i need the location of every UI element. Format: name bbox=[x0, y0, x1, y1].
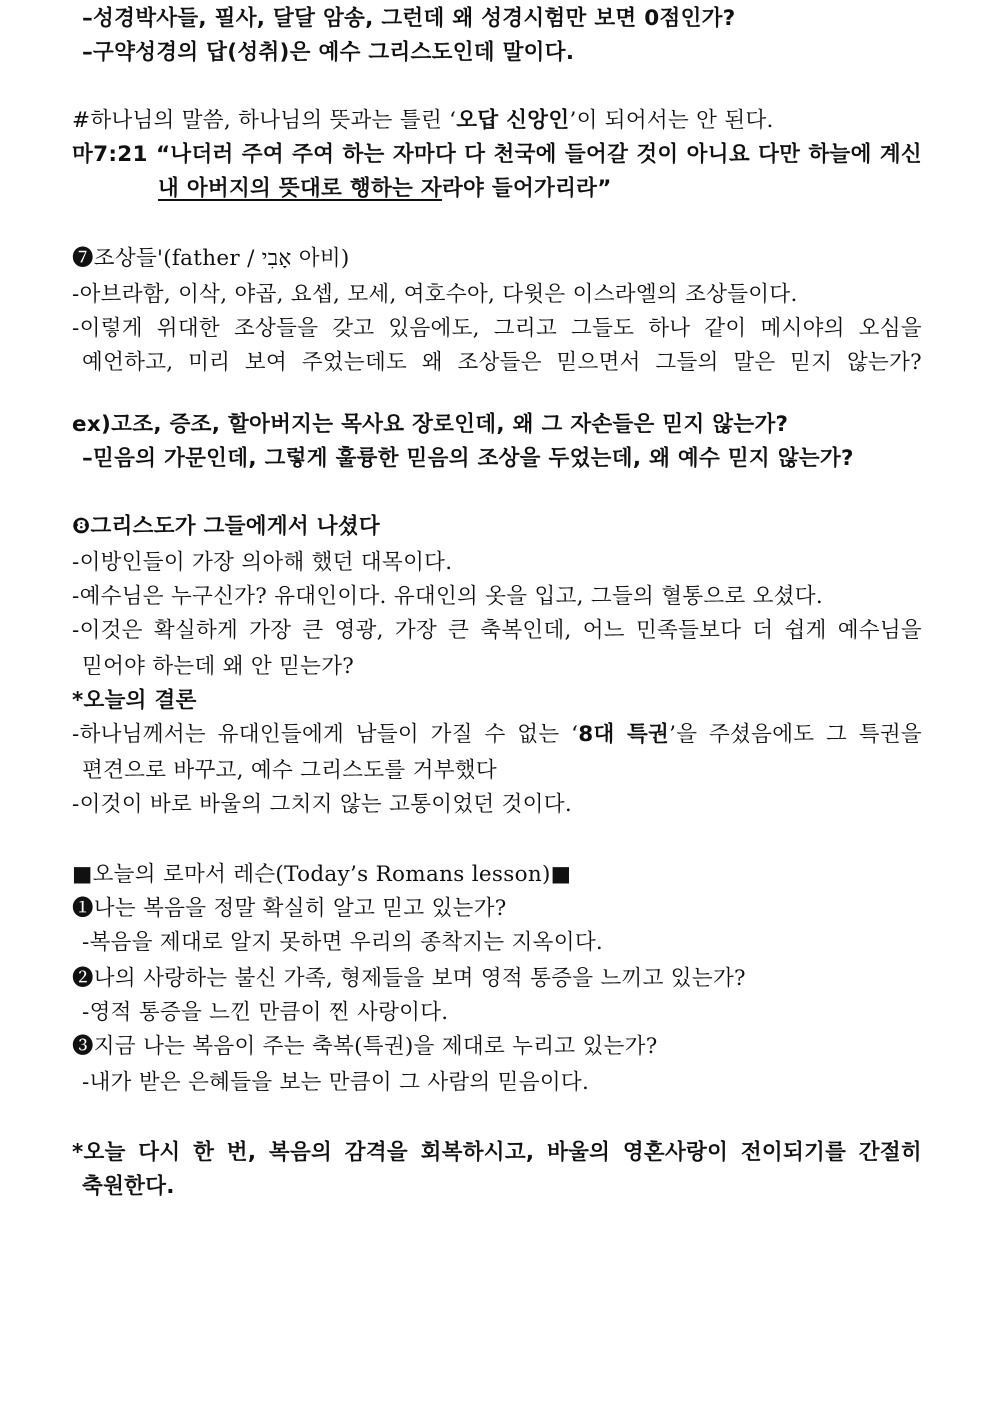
lesson-question-2: ❷나의 사랑하는 불신 가족, 형제들을 보며 영적 통증을 느끼고 있는가? bbox=[72, 966, 746, 991]
section-8-line-3: -이것은 확실하게 가장 큰 영광, 가장 큰 축복인데, 어느 민족들보다 더 쉽게 예수님을 bbox=[72, 618, 922, 643]
conclusion-pre: -하나님께서는 유대인들에게 남들이 가질 수 없는 ‘ bbox=[72, 722, 579, 747]
lesson-question-3: ❸지금 나는 복음이 주는 축복(특권)을 제대로 누리고 있는가? bbox=[72, 1034, 658, 1059]
warning-pre: #하나님의 말씀, 하나님의 뜻과는 틀린 ‘ bbox=[72, 108, 457, 133]
top-line-2: –구약성경의 답(성취)은 예수 그리스도인데 말이다. bbox=[82, 40, 575, 65]
verse-line-1: 마7:21 “나더러 주여 주여 하는 자마다 다 천국에 들어갈 것이 아니요 다만 하늘에 계신 bbox=[72, 142, 922, 167]
verse-underlined: 내 아버지의 뜻대로 행하는 자 bbox=[158, 176, 442, 201]
lesson-answer-1: -복음을 제대로 알지 못하면 우리의 종착지는 지옥이다. bbox=[82, 930, 604, 955]
conclusion-line-3: -이것이 바로 바울의 그치지 않는 고통이었던 것이다. bbox=[72, 792, 572, 817]
lesson-heading: ■오늘의 로마서 레슨(Today’s Romans lesson)■ bbox=[72, 862, 572, 887]
warning-line bbox=[72, 106, 922, 136]
conclusion-heading: *오늘의 결론 bbox=[72, 688, 197, 713]
closing-line-1: *오늘 다시 한 번, 복음의 감격을 회복하시고, 바울의 영혼사랑이 전이되기를 간절히 bbox=[72, 1140, 922, 1165]
section-7-line-3: 예언하고, 미리 보여 주었는데도 왜 조상들은 믿으면서 그들의 말은 믿지 않는가? bbox=[82, 350, 922, 375]
warning-bold: 오답 신앙인 bbox=[456, 108, 570, 133]
section-7-heading: ❼조상들'(father / אָבִי 아비) bbox=[72, 246, 350, 271]
conclusion-post: ’을 주셨음에도 그 특권을 bbox=[669, 722, 923, 747]
section-8-heading: ❽그리스도가 그들에게서 나셨다 bbox=[72, 514, 380, 539]
lesson-question-1: ❶나는 복음을 정말 확실히 알고 믿고 있는가? bbox=[72, 896, 507, 921]
lesson-answer-3: -내가 받은 은혜들을 보는 만큼이 그 사람의 믿음이다. bbox=[82, 1070, 590, 1095]
warning-post: ’이 되어서는 안 된다. bbox=[569, 108, 774, 133]
conclusion-line-2: 편견으로 바꾸고, 예수 그리스도를 거부했다 bbox=[82, 758, 497, 783]
section-8-line-1: -이방인들이 가장 의아해 했던 대목이다. bbox=[72, 550, 453, 575]
conclusion-bold: 8대 특권 bbox=[578, 722, 670, 747]
section-8-line-4: 믿어야 하는데 왜 안 믿는가? bbox=[82, 654, 355, 679]
verse-rest: 라야 들어가리라” bbox=[441, 176, 612, 201]
verse-line-2 bbox=[158, 174, 922, 204]
section-8-line-2: -예수님은 누구신가? 유대인이다. 유대인의 옷을 입고, 그들의 혈통으로 오셨다. bbox=[72, 584, 824, 609]
example-line-1: ex)고조, 증조, 할아버지는 목사요 장로인데, 왜 그 자손들은 믿지 않는가? bbox=[72, 412, 789, 437]
closing-line-2: 축원한다. bbox=[82, 1174, 175, 1199]
top-line-1: –성경박사들, 필사, 달달 암송, 그런데 왜 성경시험만 보면 0점인가? bbox=[82, 6, 736, 31]
lesson-answer-2: -영적 통증을 느낀 만큼이 찐 사랑이다. bbox=[82, 1000, 449, 1025]
example-line-2: –믿음의 가문인데, 그렇게 훌륭한 믿음의 조상을 두었는데, 왜 예수 믿지 않는가? bbox=[82, 446, 854, 471]
conclusion-line-1 bbox=[72, 720, 922, 750]
section-7-line-1: -아브라함, 이삭, 야곱, 요셉, 모세, 여호수아, 다윗은 이스라엘의 조상들이다. bbox=[72, 282, 798, 307]
section-7-line-2: -이렇게 위대한 조상들을 갖고 있음에도, 그리고 그들도 하나 같이 메시야의 오심을 bbox=[72, 316, 922, 341]
